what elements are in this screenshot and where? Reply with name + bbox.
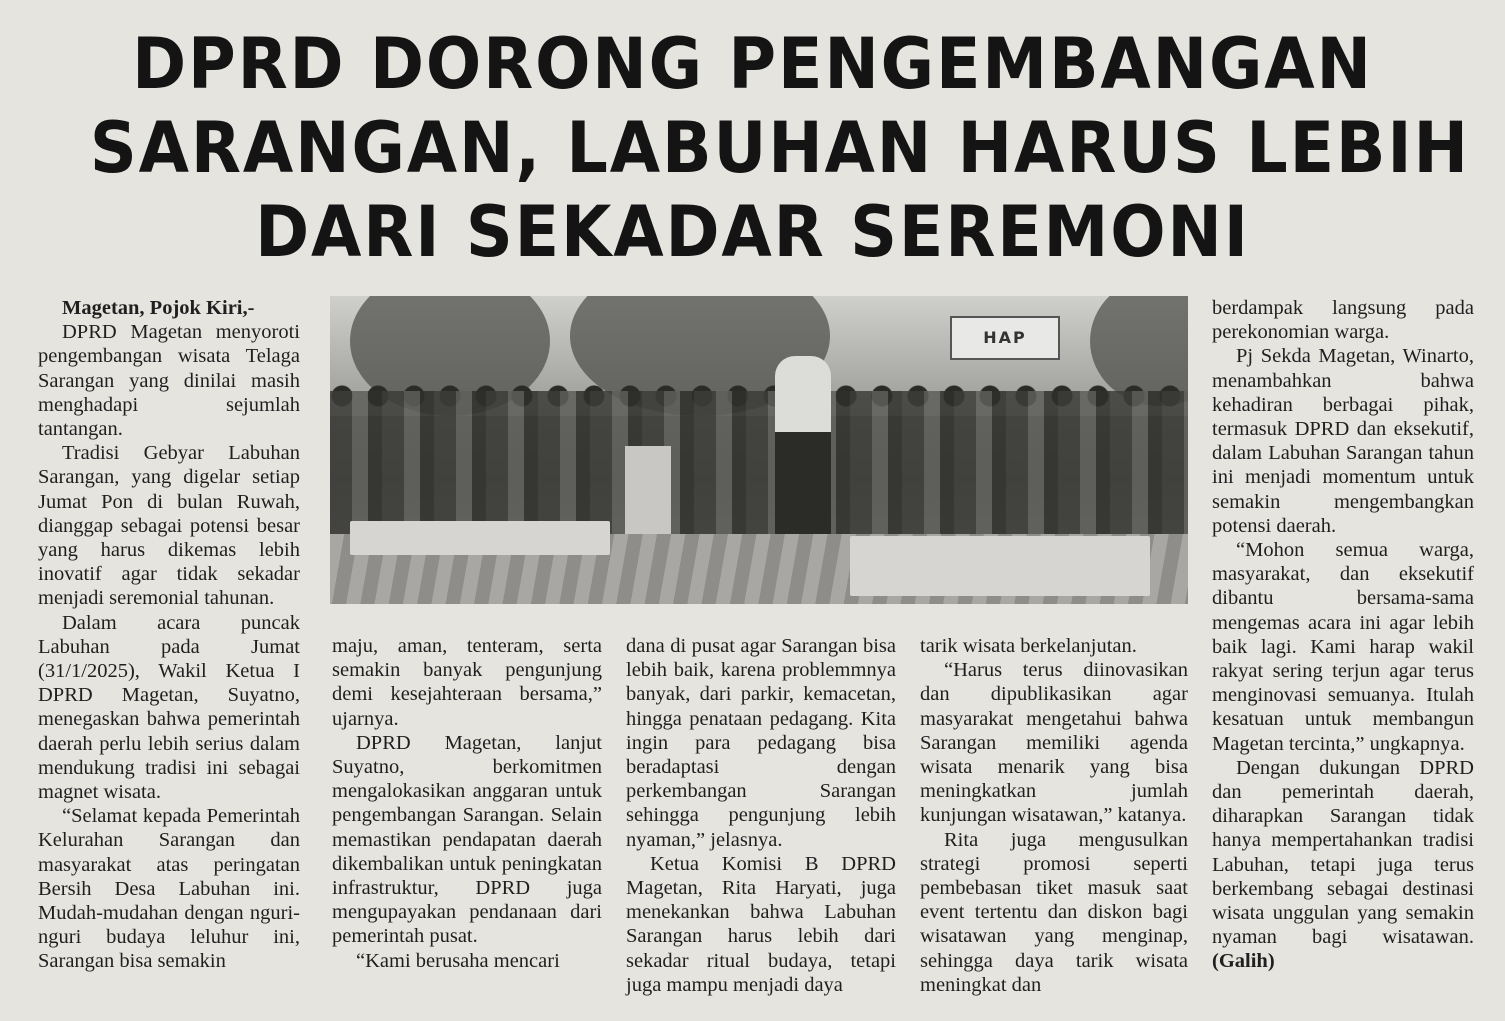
paragraph: dana di pusat agar Sarangan bisa lebih baik, karena problemmnya banyak, dari parkir, kemacetan, hingga penataan pedagang. Kita ingin para pedagang bisa beradaptasi dengan perkembangan Sarangan sehingga pengunjung lebih nyaman,” jelasnya. [626,635,896,851]
paragraph: Dalam acara puncak Labuhan pada Jumat (31/1/2025), Wakil Ketua I DPRD Magetan, Suyatno, menegaskan bahwa pemerintah daerah perlu lebih serius dalam mendukung tradisi ini sebagai magnet wisata. [38,611,300,804]
headline-line-3: DARI SEKADAR SEREMONI [255,191,1250,273]
headline-line-2: SARANGAN, LABUHAN HARUS LEBIH [89,107,1470,189]
photo-speaker [775,356,831,546]
paragraph: Pj Sekda Magetan, Winarto, menambahkan bahwa kehadiran berbagai pihak, termasuk DPRD dan eksekutif, dalam Labuhan Sarangan tahun ini menjadi momentum untuk semakin mengembangkan potensi daerah. [1212,345,1474,537]
paragraph [1212,756,1474,974]
paragraph: Tradisi Gebyar Labuhan Sarangan, yang digelar setiap Jumat Pon di bulan Ruwah, dianggap sebagai potensi besar yang harus dikemas lebih inovatif agar tidak sekadar menjadi seremonial tahunan. [38,442,300,610]
headline [89,22,1470,274]
photo-crowd [330,391,1188,541]
news-photo [330,296,1188,604]
paragraph: “Mohon semua warga, masyarakat, dan eksekutif dibantu bersama-sama mengemas acara ini agar lebih baik lagi. Kami harap wakil rakyat sering terjun agar terus menginovasi semuanya. Itulah kesatuan untuk membangun Magetan tercinta,” ungkapnya. [1212,539,1474,755]
paragraph: DPRD Magetan, lanjut Suyatno, berkomitmen mengalokasikan anggaran untuk pengembangan Sarangan. Selain memastikan pendapatan daerah dikembalikan untuk peningkatan infrastruktur, DPRD juga mengupayakan pendanaan dari pemerintah pusat. [332,731,602,948]
paragraph: “Harus terus diinovasikan dan dipublikasikan agar masyarakat mengetahui bahwa Sarangan memiliki agenda wisata menarik yang bisa meningkatkan jumlah kunjungan wisatawan,” katanya. [920,659,1188,827]
paragraph: tarik wisata berkelanjutan. [920,635,1137,657]
photo-pillar [625,446,671,536]
photo-table [850,536,1150,596]
paragraph: “Selamat kepada Pemerintah Kelurahan Sarangan dan masyarakat atas peringatan Bersih Desa Labuhan ini. Mudah-mudahan dengan nguri-nguri budaya leluhur ini, Sarangan bisa semakin [38,805,300,973]
photo-banner-sign: HAP [950,316,1060,360]
article-column-5 [1212,296,1474,974]
article-column-4 [920,634,1188,997]
article-column-3 [626,634,896,997]
paragraph: berdampak langsung pada perekonomian warga. [1212,297,1474,344]
dateline: Magetan, Pojok Kiri,- [62,297,255,319]
photo-table [350,521,610,555]
closing-paragraph: Dengan dukungan DPRD dan pemerintah daerah, diharapkan Sarangan tidak hanya mempertahankan tradisi Labuhan, tetapi juga terus berkembang sebagai destinasi wisata unggulan yang semakin nyaman bagi wisatawan. [1212,756,1474,949]
byline: (Galih) [1212,950,1275,973]
headline-line-1: DPRD DORONG PENGEMBANGAN [132,23,1373,105]
paragraph: Rita juga mengusulkan strategi promosi seperti pembebasan tiket masuk saat event tertentu dan diskon bagi wisatawan yang menginap, sehingga daya tarik wisata meningkat dan [920,828,1188,996]
paragraph: “Kami berusaha mencari [356,949,560,972]
paragraph: Ketua Komisi B DPRD Magetan, Rita Haryati, juga menekankan bahwa Labuhan Sarangan harus lebih dari sekadar ritual budaya, tetapi juga mampu menjadi daya [626,852,896,996]
article-column-1 [38,296,300,974]
paragraph: DPRD Magetan menyoroti pengembangan wisata Telaga Sarangan yang dinilai masih menghadapi sejumlah tantangan. [38,321,300,441]
paragraph: maju, aman, tenteram, serta semakin banyak pengunjung demi kesejahteraan bersama,” ujarnya. [332,635,602,730]
article-column-2 [332,634,602,973]
